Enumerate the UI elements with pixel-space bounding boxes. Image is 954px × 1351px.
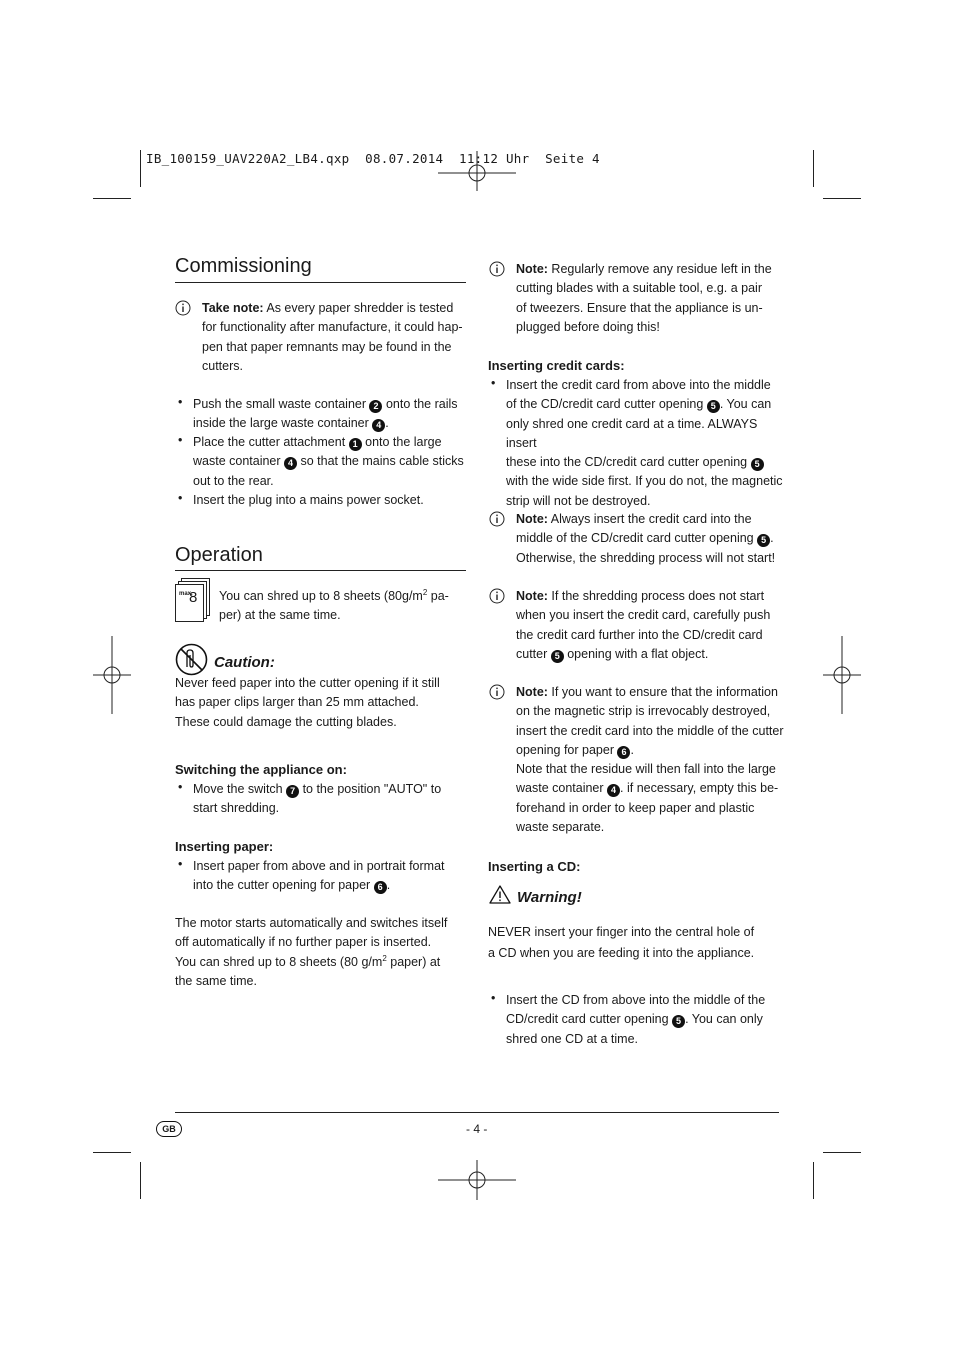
text-line: the credit card further into the CD/credit card — [516, 627, 763, 642]
text-span: Move the switch — [193, 782, 287, 796]
crop-mark — [140, 1162, 141, 1199]
superscript: 2 — [382, 953, 387, 963]
text-line: Note that the residue will then fall into the large — [516, 762, 776, 777]
text-line: the same time. — [175, 973, 257, 988]
text-span: Place the cutter attachment — [193, 435, 349, 449]
list-item — [506, 991, 791, 1049]
text-span: onto the large — [361, 435, 442, 449]
note-label: Note: — [516, 589, 548, 603]
print-slug: IB_100159_UAV220A2_LB4.qxp 08.07.2014 11:12 Uhr Seite 4 — [146, 151, 600, 166]
inserting-paper-heading: Inserting paper: — [175, 839, 274, 854]
crop-mark — [823, 198, 861, 199]
text-line: waste separate. — [516, 820, 605, 835]
part-number-badge: 5 — [551, 650, 564, 663]
max-number: 8 — [189, 589, 198, 606]
info-icon — [489, 261, 505, 277]
text-span: cutter — [516, 646, 551, 661]
text-line: off automatically if no further paper is inserted. — [175, 935, 432, 950]
commissioning-heading: Commissioning — [175, 255, 312, 277]
text-span: You can shred up to 8 sheets (80 g/m — [175, 954, 383, 969]
list-item — [506, 376, 791, 511]
note-label: Note: — [516, 262, 548, 276]
list-item — [193, 433, 473, 491]
text-span: to the position "AUTO" to — [299, 782, 442, 796]
list-item — [193, 395, 473, 434]
text-line: These could damage the cutting blades. — [175, 714, 397, 729]
text-line: only shred one credit card at a time. ALWAYS insert — [506, 416, 758, 450]
text-span: . You can — [719, 397, 772, 412]
superscript: 2 — [422, 587, 428, 597]
note-magnetic-strip — [516, 683, 791, 837]
part-number-badge: 4 — [607, 784, 620, 797]
text-span: If the shredding process does not start — [547, 589, 765, 603]
text-line: insert the credit card into the middle of the cutter — [516, 723, 784, 738]
take-note-paragraph — [202, 299, 472, 376]
text-line: forehand in order to keep paper and plastic — [516, 800, 755, 815]
note-shredding-not-start — [516, 587, 791, 664]
part-number-badge: 1 — [349, 438, 362, 451]
text-line: cutting blades with a suitable tool, e.g. a pair — [516, 281, 762, 296]
text-line: for functionality after manufacture, it could hap- — [202, 320, 463, 335]
text-span: You can shred up to 8 sheets (80g/m — [219, 589, 423, 603]
max-sheets-text — [219, 587, 469, 626]
max-label: max. — [179, 591, 193, 597]
text-span: . You can only — [685, 1012, 763, 1027]
max-sheets-icon — [175, 578, 211, 622]
bullet-dot: • — [178, 780, 183, 794]
country-badge: GB — [156, 1121, 182, 1137]
list-item — [193, 780, 473, 819]
text-line: with the wide side first. If you do not, the magnetic — [506, 474, 783, 489]
text-span: onto the rails — [382, 397, 458, 411]
part-number-badge: 5 — [707, 400, 720, 413]
text-span: paper) at — [386, 954, 441, 969]
warning-title: Warning! — [517, 889, 582, 906]
text-line: Insert paper from above and in portrait format — [193, 859, 445, 873]
text-line: The motor starts automatically and switches itself — [175, 916, 448, 930]
registration-mark-bottom — [438, 1160, 516, 1200]
part-number-badge: 4 — [372, 419, 385, 432]
text-line: out to the rear. — [193, 473, 274, 488]
list-item — [193, 857, 473, 896]
text-span: Always insert the credit card into the — [547, 512, 752, 526]
text-line: a CD when you are feeding it into the appliance. — [488, 945, 755, 960]
bullet-dot: • — [491, 991, 496, 1005]
crop-mark — [93, 198, 131, 199]
crop-mark — [140, 150, 141, 187]
text-line: NEVER insert your finger into the central hole of — [488, 925, 755, 939]
bullet-dot: • — [178, 491, 183, 505]
note-credit-card — [516, 510, 791, 568]
text-line: shred one CD at a time. — [506, 1031, 639, 1046]
bullet-dot: • — [178, 395, 183, 409]
text-line: has paper clips larger than 25 mm attached. — [175, 695, 419, 710]
text-span: . — [770, 531, 774, 546]
text-span: so that the mains cable sticks — [297, 454, 464, 469]
bullet-dot: • — [178, 857, 183, 871]
text-span: opening for paper — [516, 742, 618, 757]
text-span: If you want to ensure that the information — [547, 685, 778, 699]
inserting-cd-heading: Inserting a CD: — [488, 859, 581, 874]
text-line: pen that paper remnants may be found in the — [202, 339, 452, 354]
part-number-badge: 6 — [374, 881, 387, 894]
text-line: strip will not be destroyed. — [506, 493, 651, 508]
text-span: . — [630, 742, 634, 757]
part-number-badge: 2 — [369, 400, 382, 413]
text-line: start shredding. — [193, 801, 280, 816]
caution-title: Caution: — [214, 654, 275, 671]
info-icon — [175, 300, 191, 316]
text-span: opening with a flat object. — [563, 646, 709, 661]
note-cleaning — [516, 260, 786, 337]
part-number-badge: 7 — [286, 785, 299, 798]
text-span: . if necessary, empty this be- — [620, 781, 779, 796]
caution-text — [175, 674, 465, 732]
crop-mark — [813, 150, 814, 187]
text-line: on the magnetic strip is irrevocably destroyed, — [516, 704, 771, 719]
text-line: cutters. — [202, 358, 243, 373]
motor-paragraph — [175, 914, 470, 991]
text-span: CD/credit card cutter opening — [506, 1012, 673, 1027]
text-span: middle of the CD/credit card cutter opening — [516, 531, 758, 546]
part-number-badge: 6 — [617, 746, 630, 759]
text-line: As every paper shredder is tested — [263, 301, 454, 315]
text-line: Insert the plug into a mains power socket. — [193, 493, 424, 507]
footer-rule — [175, 1112, 779, 1113]
warning-text — [488, 922, 788, 963]
text-span: these into the CD/credit card cutter opening — [506, 455, 751, 470]
registration-mark-right — [823, 636, 861, 714]
text-span: . — [385, 416, 389, 431]
warning-icon — [489, 885, 511, 904]
crop-mark — [93, 1152, 131, 1153]
text-line: Insert the credit card from above into the middle — [506, 378, 771, 392]
part-number-badge: 5 — [751, 458, 764, 471]
bullet-dot: • — [178, 433, 183, 447]
text-span: waste container — [516, 781, 608, 796]
note-label: Note: — [516, 512, 548, 526]
list-item — [193, 491, 473, 510]
crop-mark — [823, 1152, 861, 1153]
registration-mark-left — [93, 636, 131, 714]
info-icon — [489, 511, 505, 527]
part-number-badge: 5 — [672, 1015, 685, 1028]
take-note-label: Take note: — [202, 301, 264, 315]
bullet-dot: • — [491, 376, 496, 390]
heading-rule — [175, 282, 466, 283]
credit-cards-heading: Inserting credit cards: — [488, 358, 625, 373]
text-line: when you insert the credit card, carefully push — [516, 608, 771, 623]
note-label: Note: — [516, 685, 548, 699]
sheet-shape — [175, 584, 204, 622]
text-line: Otherwise, the shredding process will not start! — [516, 550, 776, 565]
info-icon — [489, 588, 505, 604]
text-line: per) at the same time. — [219, 608, 341, 623]
text-span: pa- — [427, 589, 449, 603]
text-span: waste container — [193, 454, 285, 469]
operation-heading: Operation — [175, 544, 263, 566]
text-span: . — [386, 878, 391, 893]
text-span: Regularly remove any residue left in the — [547, 262, 772, 276]
page-number: - 4 - — [466, 1122, 488, 1136]
switching-heading: Switching the appliance on: — [175, 762, 347, 777]
text-span: Push the small waste container — [193, 397, 370, 411]
text-span: into the cutter opening for paper — [193, 878, 374, 893]
text-line: plugged before doing this! — [516, 319, 660, 334]
info-icon — [489, 684, 505, 700]
text-line: Insert the CD from above into the middle of the — [506, 993, 766, 1007]
heading-rule — [175, 570, 466, 571]
text-line: of tweezers. Ensure that the appliance is un- — [516, 300, 763, 315]
text-line: Never feed paper into the cutter opening if it still — [175, 676, 440, 690]
part-number-badge: 5 — [757, 534, 770, 547]
crop-mark — [813, 1162, 814, 1199]
text-span: of the CD/credit card cutter opening — [506, 397, 707, 412]
no-paperclip-icon — [175, 643, 208, 676]
part-number-badge: 4 — [284, 457, 297, 470]
text-span: inside the large waste container — [193, 416, 373, 431]
